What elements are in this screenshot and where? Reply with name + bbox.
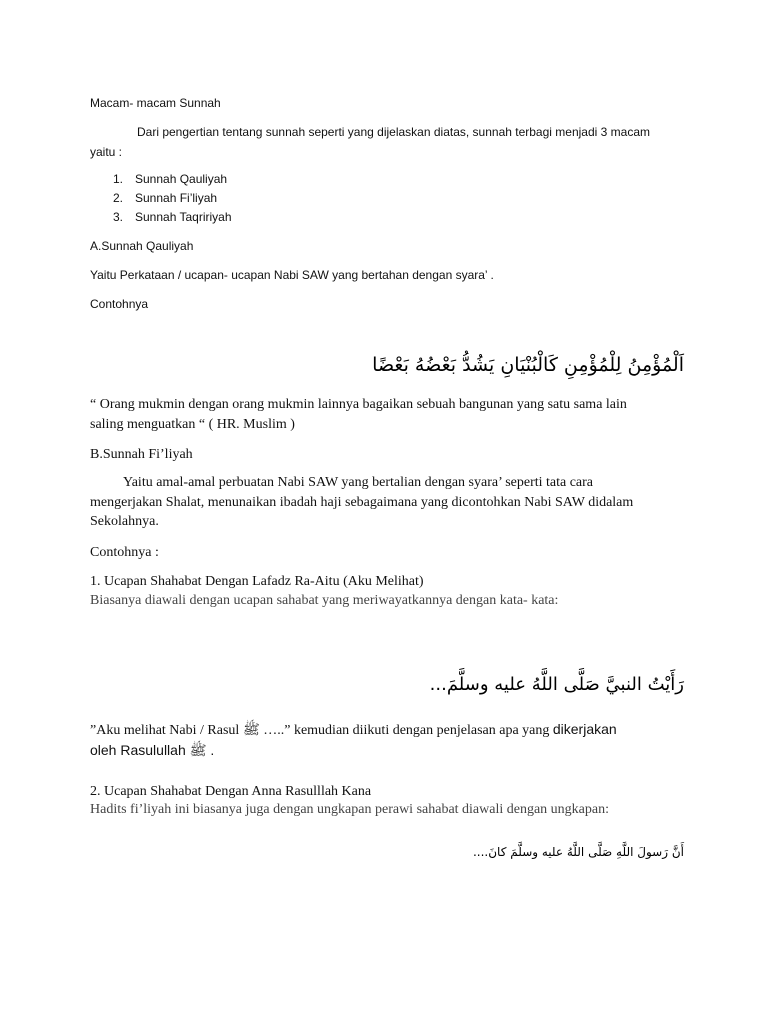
list-item: 3. Sunnah Taqririyah <box>113 210 232 224</box>
arabic-hadith-2: رَأَيْتُ النبيَّ صَلَّى اللَّهُ عليه وسلَّمَ... <box>429 674 684 695</box>
section-b-heading: B.Sunnah Fi’liyah <box>90 447 193 462</box>
section-b-definition-1: Yaitu amal-amal perbuatan Nabi SAW yang bertalian dengan syara’ seperti tata cara <box>123 475 594 490</box>
intro-line-2: yaitu : <box>90 145 123 159</box>
arabic-hadith-1: اَلْمُؤْمِنُ لِلْمُؤْمِنِ كَالْبُنْيَانِ يَشُدُّ بَعْضُهُ بَعْضًا <box>372 354 684 376</box>
list-item: 2. Sunnah Fi’liyah <box>113 191 218 205</box>
example-2-title: 2. Ucapan Shahabat Dengan Anna Rasulllah Kana <box>90 784 372 799</box>
section-a-heading: A.Sunnah Qauliyah <box>90 239 194 253</box>
sunnah-types-list <box>113 170 232 227</box>
example-1-title: 1. Ucapan Shahabat Dengan Lafadz Ra-Aitu (Aku Melihat) <box>90 574 424 589</box>
section-b-definition-2: mengerjakan Shalat, menunaikan ibadah haji sebagaimana yang dicontohkan Nabi SAW didalam <box>90 495 634 510</box>
arabic-hadith-3: أَنَّ رَسولَ اللَّهِ صَلَّى اللَّهُ عليه وسلَّمَ كانَ.... <box>472 845 684 859</box>
translation-line-1: “ Orang mukmin dengan orang mukmin lainnya bagaikan sebuah bangunan yang satu sama lain <box>90 397 627 412</box>
intro-line-1: Dari pengertian tentang sunnah seperti yang dijelaskan diatas, sunnah terbagi menjadi 3 macam <box>137 125 650 139</box>
example-1-description: Biasanya diawali dengan ucapan sahabat yang meriwayatkannya dengan kata- kata: <box>90 593 559 608</box>
example-2-description: Hadits fi’liyah ini biasanya juga dengan ungkapan perawi sahabat diawali dengan ungkapan: <box>90 802 609 817</box>
translation-line-2: saling menguatkan “ ( HR. Muslim ) <box>90 417 295 432</box>
section-a-example-label: Contohnya <box>90 297 149 311</box>
document-title: Macam- macam Sunnah <box>90 96 221 110</box>
section-a-definition: Yaitu Perkataan / ucapan- ucapan Nabi SAW yang bertahan dengan syara’ . <box>90 268 494 282</box>
example-1-note: ”Aku melihat Nabi / Rasul ﷺ …..” kemudian diikuti dengan penjelasan apa yang dikerjakan <box>90 721 617 738</box>
example-1-note-continued: oleh Rasulullah ﷺ . <box>90 742 215 758</box>
section-b-example-label: Contohnya : <box>90 545 159 560</box>
list-item: 1. Sunnah Qauliyah <box>113 172 228 186</box>
section-b-definition-3: Sekolahnya. <box>90 514 159 529</box>
